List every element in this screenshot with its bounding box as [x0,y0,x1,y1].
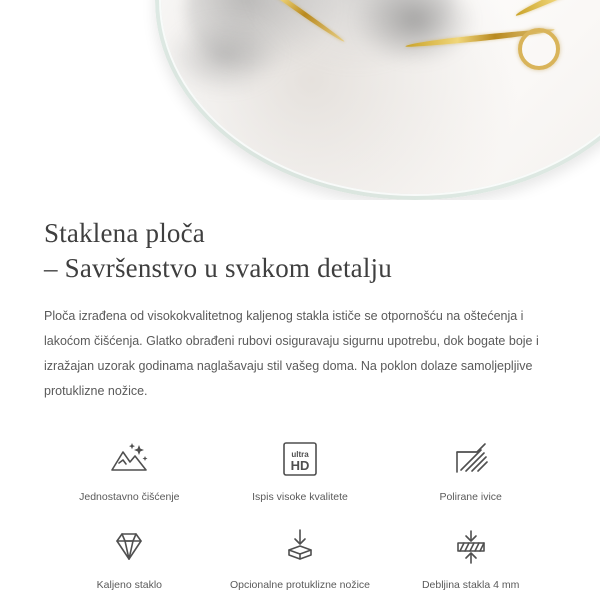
feature-label: Opcionalne protuklizne nožice [229,579,371,591]
feature-label: Debljina stakla 4 mm [421,579,520,591]
feature-label: Ispis visoke kvalitete [252,491,348,503]
easy-clean-icon [106,436,152,482]
content-area [0,216,600,596]
polished-edges-icon [448,436,494,482]
ultra-hd-icon [277,436,323,482]
feature-item-anti-slip-feet [215,518,386,596]
page-title-line-1: Staklena ploča [44,218,205,248]
svg-text:HD: HD [290,458,310,473]
feature-item-glass-thickness [385,518,556,596]
feature-item-ultra-hd [215,430,386,508]
feature-item-tempered-glass [44,518,215,596]
glass-plate-graphic [155,0,600,200]
glass-thickness-icon [448,524,494,570]
hero-image [0,0,600,200]
feature-label: Jednostavno čišćenje [79,491,180,503]
feature-grid [44,430,556,596]
page-title [44,216,556,286]
plate-edge-highlight [159,0,600,196]
tempered-glass-diamond-icon [106,524,152,570]
feature-label: Kaljeno staklo [96,579,163,591]
page-title-line-2: – Savršenstvo u svakom detalju [44,253,392,283]
description-paragraph: Ploča izrađena od visokokvalitetnog kaljenog stakla ističe se otpornošću na oštećenja i lakoćom čišćenja. Glatko obrađeni rubovi osiguravaju sigurnu upotrebu, dok bogate boje i izražajan uzorak godinama naglašavaju stil vašeg doma. Na poklon dolaze samoljepljive protuklizne nožice. [44,309,539,398]
anti-slip-feet-icon [277,524,323,570]
feature-item-polished-edges [385,430,556,508]
feature-item-easy-clean [44,430,215,508]
feature-label: Polirane ivice [439,491,502,503]
svg-text:ultra: ultra [291,450,309,459]
